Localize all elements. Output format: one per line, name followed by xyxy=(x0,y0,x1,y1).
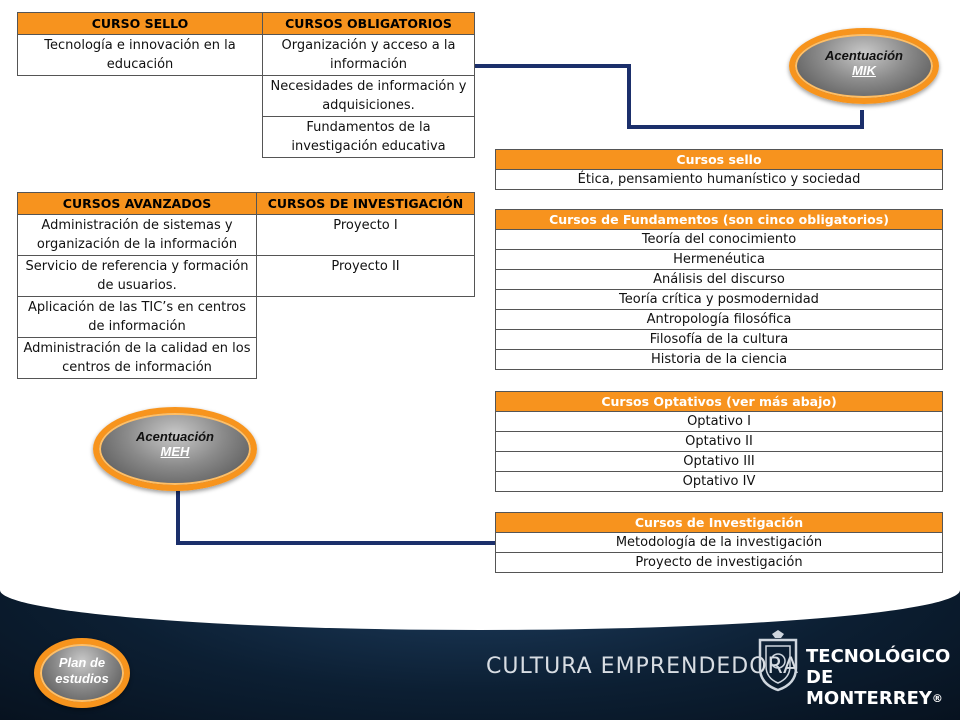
table-cell-empty xyxy=(257,338,475,379)
list-item: Teoría crítica y posmodernidad xyxy=(496,290,943,310)
table-curso-sello-obligatorios xyxy=(17,12,475,158)
bubble-label: Acentuación xyxy=(824,48,903,63)
acentuacion-meh-button[interactable] xyxy=(93,407,257,491)
table-cell: Tecnología e innovación en la educación xyxy=(18,35,263,76)
table-cursos-optativos xyxy=(495,391,943,492)
plan-de-estudios-button[interactable] xyxy=(34,638,130,708)
table-avanzados-investigacion xyxy=(17,192,475,379)
brand-line-1: TECNOLÓGICO xyxy=(806,646,951,667)
table-cursos-investigacion xyxy=(495,512,943,573)
table-cell: Proyecto I xyxy=(257,215,475,256)
header-cursos-sello: Cursos sello xyxy=(496,150,943,170)
list-item: Metodología de la investigación xyxy=(496,533,943,553)
table-cell: Fundamentos de la investigación educativa xyxy=(263,117,475,158)
table-cursos-sello xyxy=(495,149,943,190)
list-item: Optativo I xyxy=(496,412,943,432)
header-curso-sello: CURSO SELLO xyxy=(18,13,263,35)
header-cursos-optativos: Cursos Optativos (ver más abajo) xyxy=(496,392,943,412)
tec-crest-logo-icon xyxy=(754,630,802,692)
header-cursos-avanzados: CURSOS AVANZADOS xyxy=(18,193,257,215)
header-cursos-investigacion-right: Cursos de Investigación xyxy=(496,513,943,533)
brand-line-2: DE MONTERREY xyxy=(806,667,932,709)
table-cell-empty xyxy=(257,297,475,338)
slogan-text: CULTURA EMPRENDEDORA xyxy=(486,654,800,679)
list-item: Optativo II xyxy=(496,432,943,452)
list-item: Optativo III xyxy=(496,452,943,472)
table-cell: Proyecto II xyxy=(257,256,475,297)
acentuacion-mik-button[interactable] xyxy=(789,28,939,104)
list-item: Antropología filosófica xyxy=(496,310,943,330)
table-cell: Administración de sistemas y organización de la información xyxy=(18,215,257,256)
list-item: Ética, pensamiento humanístico y sociedad xyxy=(496,170,943,190)
table-cell-empty xyxy=(18,76,263,117)
header-cursos-fundamentos: Cursos de Fundamentos (son cinco obligatorios) xyxy=(496,210,943,230)
plan-label-2: estudios xyxy=(55,671,109,686)
list-item: Teoría del conocimiento xyxy=(496,230,943,250)
list-item: Proyecto de investigación xyxy=(496,553,943,573)
header-cursos-investigacion: CURSOS DE INVESTIGACIÓN xyxy=(257,193,475,215)
table-cell: Aplicación de las TIC’s en centros de información xyxy=(18,297,257,338)
brand-name xyxy=(806,646,960,709)
table-cell: Organización y acceso a la información xyxy=(263,35,475,76)
list-item: Hermenéutica xyxy=(496,250,943,270)
list-item: Optativo IV xyxy=(496,472,943,492)
list-item: Análisis del discurso xyxy=(496,270,943,290)
header-cursos-obligatorios: CURSOS OBLIGATORIOS xyxy=(263,13,475,35)
table-cell: Necesidades de información y adquisiciones. xyxy=(263,76,475,117)
table-cursos-fundamentos xyxy=(495,209,943,370)
list-item: Historia de la ciencia xyxy=(496,350,943,370)
bubble-link[interactable]: MIK xyxy=(852,63,876,78)
plan-label-1: Plan de xyxy=(58,655,106,670)
bubble-link[interactable]: MEH xyxy=(160,444,190,459)
list-item: Filosofía de la cultura xyxy=(496,330,943,350)
connector-meh xyxy=(178,480,495,543)
table-cell: Servicio de referencia y formación de usuarios. xyxy=(18,256,257,297)
table-cell-empty xyxy=(18,117,263,158)
footer-swoosh xyxy=(0,590,960,630)
table-cell: Administración de la calidad en los centros de información xyxy=(18,338,257,379)
bubble-label: Acentuación xyxy=(135,429,214,444)
registered-mark: ® xyxy=(931,692,943,705)
